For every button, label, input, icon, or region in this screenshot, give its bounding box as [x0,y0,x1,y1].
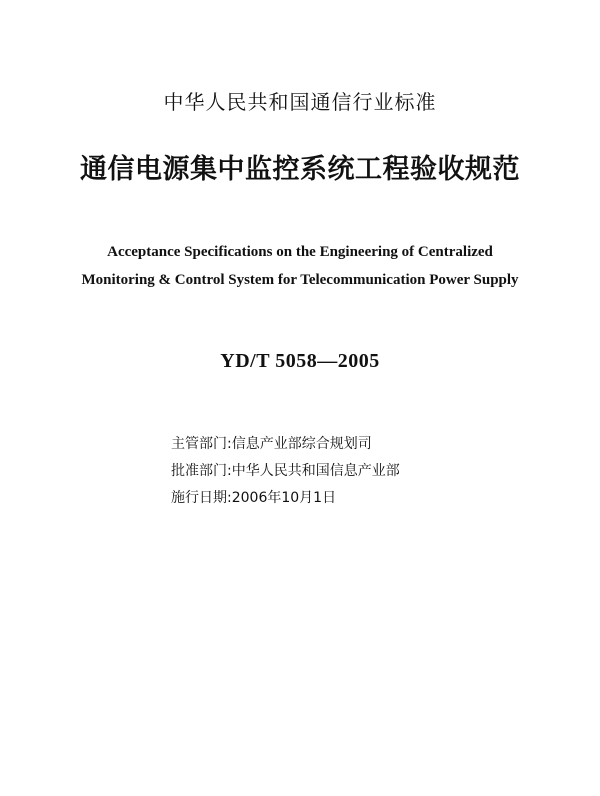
effective-date-line: 施行日期:2006年10月1日 [171,490,337,506]
english-title-line-1: Acceptance Specifications on the Engineering of Centralized [107,244,493,260]
standard-type-heading: 中华人民共和国通信行业标准 [163,90,437,114]
chinese-title: 通信电源集中监控系统工程验收规范 [80,154,520,185]
approval-line: 批准部门:中华人民共和国信息产业部 [171,463,400,479]
department-line: 主管部门:信息产业部综合规划司 [171,436,372,452]
english-title-line-2: Monitoring & Control System for Telecommunication Power Supply [81,272,519,288]
standard-code: YD/T 5058—2005 [220,350,380,372]
